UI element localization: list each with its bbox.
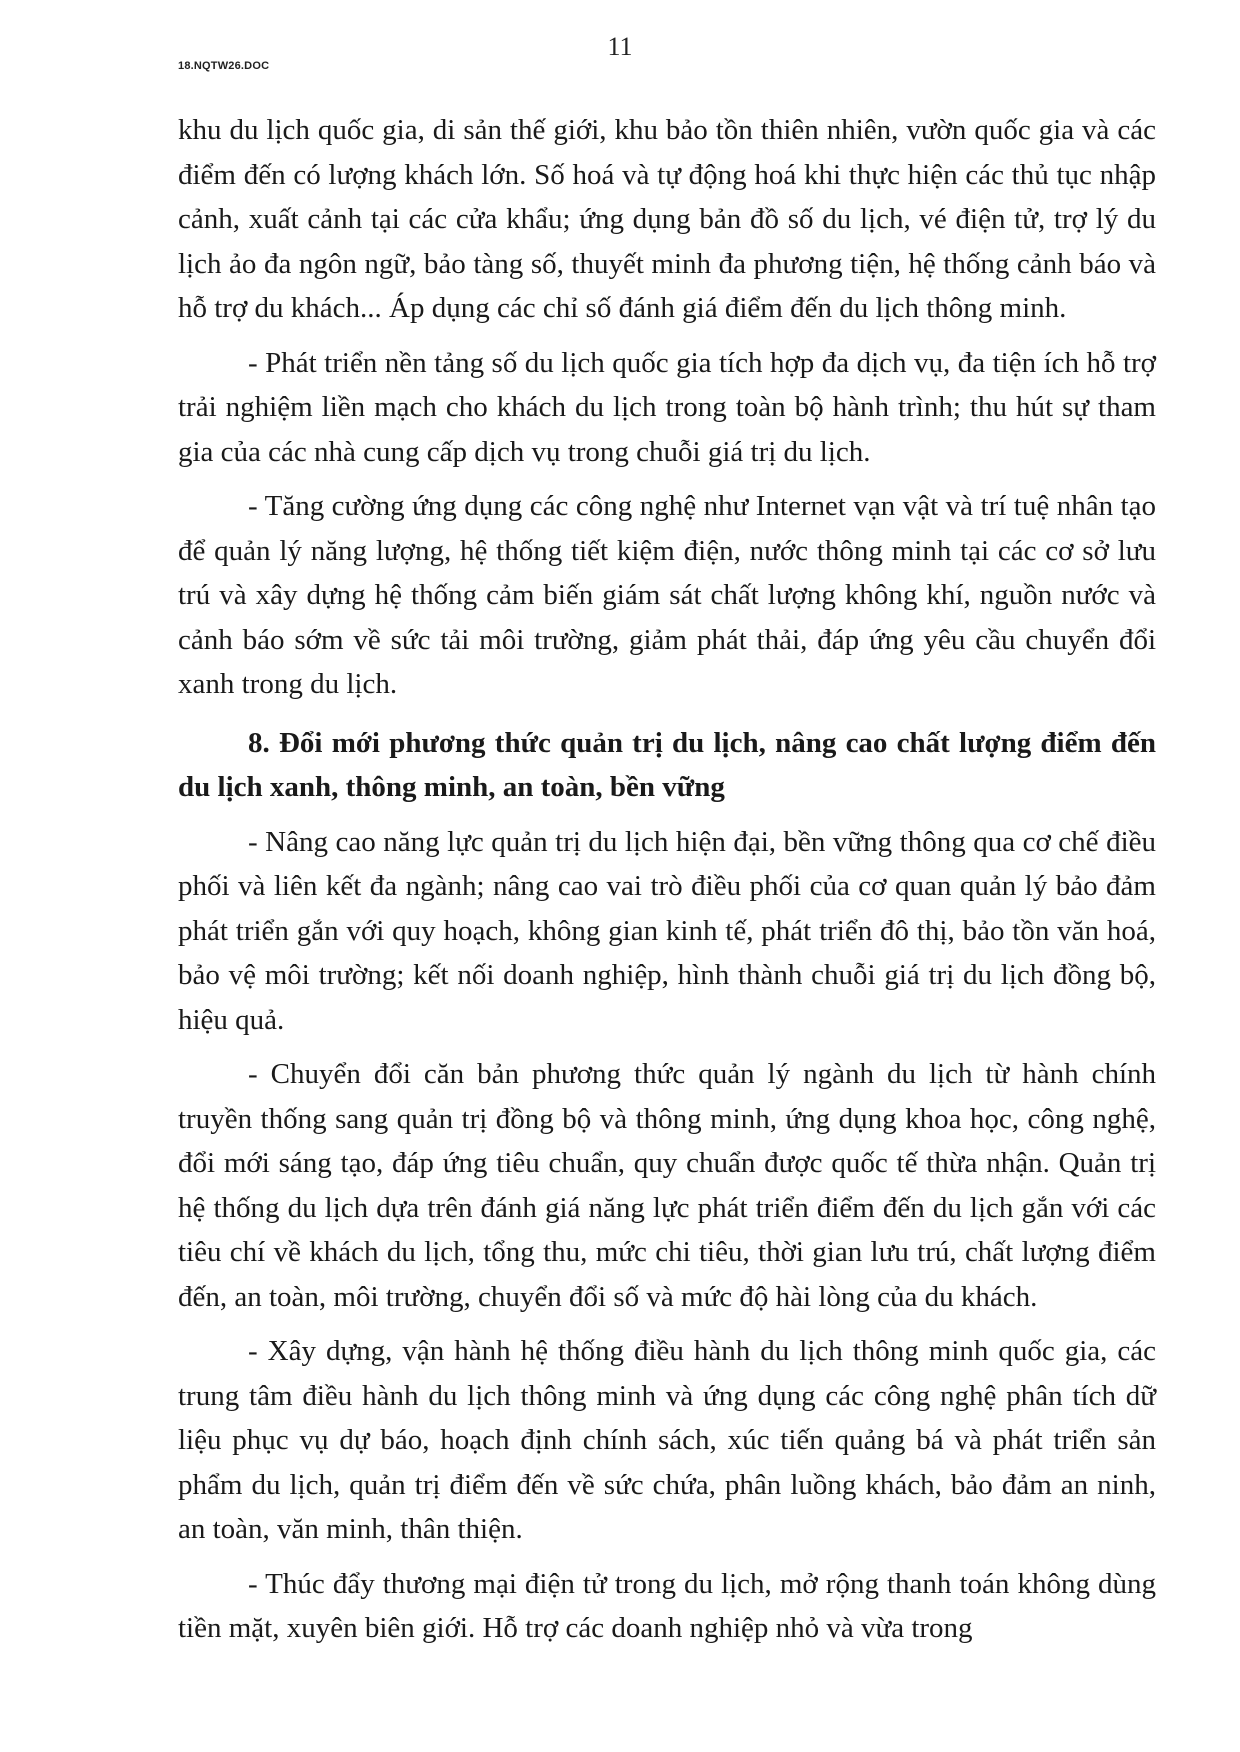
paragraph-smart-operations-center: - Xây dựng, vận hành hệ thống điều hành du lịch thông minh quốc gia, các trung tâm điều hành du lịch thông minh và ứng dụng các công nghệ phân tích dữ liệu phục vụ dự báo, hoạch định chính sách, xúc tiến quảng bá và phát triển sản phẩm du lịch, quản trị điểm đến về sức chứa, phân luồng khách, bảo đảm an ninh, an toàn, văn minh, thân thiện.: [178, 1335, 1156, 1545]
paragraph-ecommerce: - Thúc đẩy thương mại điện tử trong du lịch, mở rộng thanh toán không dùng tiền mặt, xuyên biên giới. Hỗ trợ các doanh nghiệp nhỏ và vừa trong: [178, 1567, 1156, 1644]
page-number: 11: [607, 32, 633, 61]
paragraph-governance-capacity: - Nâng cao năng lực quản trị du lịch hiện đại, bền vững thông qua cơ chế điều phối và liên kết đa ngành; nâng cao vai trò điều phối của cơ quan quản lý bảo đảm phát triển gắn với quy hoạch, không gian kinh tế, phát triển đô thị, bảo tồn văn hoá, bảo vệ môi trường; kết nối doanh nghiệp, hình thành chuỗi giá trị du lịch đồng bộ, hiệu quả.: [178, 825, 1156, 1036]
document-body: [178, 108, 1156, 1661]
paragraph-national-digital-platform: - Phát triển nền tảng số du lịch quốc gia tích hợp đa dịch vụ, đa tiện ích hỗ trợ trải nghiệm liền mạch cho khách du lịch trong toàn bộ hành trình; thu hút sự tham gia của các nhà cung cấp dịch vụ trong chuỗi giá trị du lịch.: [178, 346, 1156, 468]
section-heading-8: 8. Đổi mới phương thức quản trị du lịch, nâng cao chất lượng điểm đến du lịch xanh, thông minh, an toàn, bền vững: [178, 726, 1156, 803]
paragraph-management-transformation: - Chuyển đổi căn bản phương thức quản lý ngành du lịch từ hành chính truyền thống sang quản trị đồng bộ và thông minh, ứng dụng khoa học, công nghệ, đổi mới sáng tạo, đáp ứng tiêu chuẩn, quy chuẩn được quốc tế thừa nhận. Quản trị hệ thống du lịch dựa trên đánh giá năng lực phát triển điểm đến du lịch gắn với các tiêu chí về khách du lịch, tổng thu, mức chi tiêu, thời gian lưu trú, chất lượng điểm đến, an toàn, môi trường, chuyển đổi số và mức độ hài lòng của du khách.: [178, 1058, 1156, 1313]
paragraph-continued: khu du lịch quốc gia, di sản thế giới, khu bảo tồn thiên nhiên, vườn quốc gia và các điểm đến có lượng khách lớn. Số hoá và tự động hoá khi thực hiện các thủ tục nhập cảnh, xuất cảnh tại các cửa khẩu; ứng dụng bản đồ số du lịch, vé điện tử, trợ lý du lịch ảo đa ngôn ngữ, bảo tàng số, thuyết minh đa phương tiện, hệ thống cảnh báo và hỗ trợ du khách... Áp dụng các chỉ số đánh giá điểm đến du lịch thông minh.: [178, 114, 1156, 324]
paragraph-iot-ai-energy: - Tăng cường ứng dụng các công nghệ như Internet vạn vật và trí tuệ nhân tạo để quản lý năng lượng, hệ thống tiết kiệm điện, nước thông minh tại các cơ sở lưu trú và xây dựng hệ thống cảm biến giám sát chất lượng không khí, nguồn nước và cảnh báo sớm về sức tải môi trường, giảm phát thải, đáp ứng yêu cầu chuyển đổi xanh trong du lịch.: [178, 490, 1156, 700]
document-code: 18.NQTW26.DOC: [178, 60, 270, 72]
